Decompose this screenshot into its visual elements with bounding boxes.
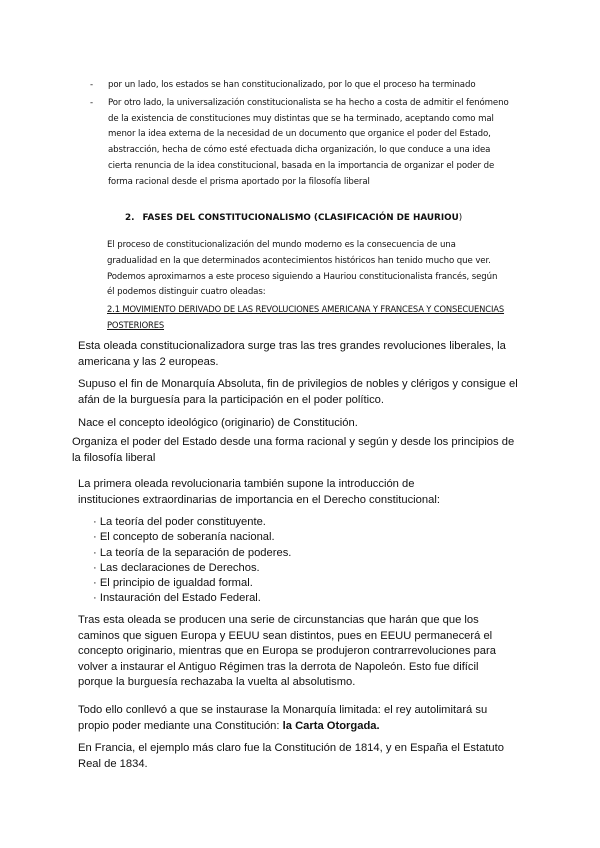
list-item: · El concepto de soberanía nacional.: [93, 531, 275, 544]
dash-marker: -: [90, 80, 94, 90]
list-item: · Las declaraciones de Derechos.: [93, 561, 260, 574]
section-heading: [125, 213, 462, 223]
dash-marker: -: [90, 97, 94, 108]
dash-item: [90, 96, 510, 191]
section-title-bold: CLASIFICACIÓN DE HAURIOU: [317, 213, 459, 223]
section-title-tail: ): [458, 213, 463, 223]
list-item: · Instauración del Estado Federal.: [93, 592, 261, 605]
dash-list: [90, 78, 510, 191]
paragraph: Organiza el poder del Estado desde una forma racional y según y desde los principios de la filosofía liberal: [72, 436, 515, 464]
paragraph-text: Todo ello conllevó a que se instaurase la Monarquía limitada: el rey autolimitará su propio poder mediante una Constitución:: [78, 704, 488, 732]
institutions-list: [93, 515, 291, 607]
section-intro: El proceso de constitucionalización del mundo moderno es la consecuencia de una gradualidad en la que determinados acontecimientos históricos han tenido mucho que ver. Podemos aproximarnos a este proceso siguiendo a Hauriou constitucionalista francés, según él podemos distinguir cuatro oleadas:: [107, 240, 498, 298]
dash-item: [90, 78, 510, 94]
paragraph: Tras esta oleada se producen una serie de circunstancias que harán que que los caminos que siguen Europa y EEUU sean distintos, pues en EEUU permanecerá el concepto originario, mientras que en Europa se produjeron contrarrevoluciones para volver a instaurar el Antiguo Régimen tras la derrota de Napoleón. Esto fue difícil porque la burguesía rechazaba la vuelta al absolutismo.: [78, 614, 496, 689]
paragraph: [78, 703, 508, 734]
dash-item-text: por un lado, los estados se han constitucionalizado, por lo que el proceso ha terminado: [108, 80, 476, 90]
sub-heading: 2.1 MOVIMIENTO DERIVADO DE LAS REVOLUCIONES AMERICANA Y FRANCESA Y CONSECUENCIAS POSTERIORES: [107, 304, 505, 330]
carta-otorgada: la Carta Otorgada.: [282, 719, 380, 732]
dash-item-text: Por otro lado, la universalización constitucionalista se ha hecho a costa de admitir el fenómeno de la existencia de constituciones muy distintas que se ha terminado, aceptando como mal menor la idea externa de la necesidad de un documento que organice el poder del Estado, abstracción, hecha de cómo esté efectuada dicha organización, lo que conduce a una idea cierta renuncia de la idea constitucional, basada en la importancia de organizar el poder de forma racional desde el prisma aportado por la filosofía liberal: [108, 97, 509, 187]
list-item: · La teoría del poder constituyente.: [93, 516, 266, 528]
section-number: 2.: [125, 213, 135, 223]
list-item: · La teoría de la separación de poderes.: [93, 546, 292, 559]
paragraph: La primera oleada revolucionaria también supone la introducción de instituciones extraordinarias de importancia en el Derecho constitucional:: [78, 478, 440, 506]
paragraph: Supuso el fin de Monarquía Absoluta, fin de privilegios de nobles y clérigos y consigue el afán de la burguesía para la participación en el poder político.: [78, 378, 518, 406]
paragraph: En Francia, el ejemplo más claro fue la Constitución de 1814, y en España el Estatuto Real de 1834.: [78, 742, 504, 770]
section-title: FASES DEL CONSTITUCIONALISMO (: [142, 213, 318, 223]
paragraph: Nace el concepto ideológico (originario) de Constitución.: [78, 417, 358, 429]
list-item: · El principio de igualdad formal.: [93, 577, 253, 590]
paragraph: Esta oleada constitucionalizadora surge tras las tres grandes revoluciones liberales, la americana y las 2 europeas.: [78, 340, 506, 368]
